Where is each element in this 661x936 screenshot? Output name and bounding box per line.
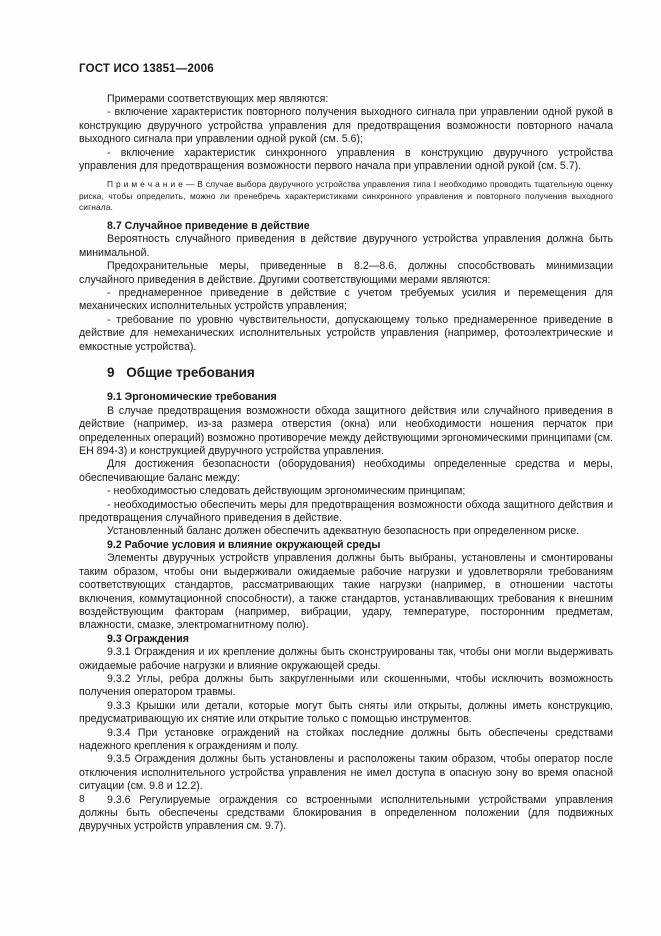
clause-9-3-1: 9.3.1 Ограждения и их крепление должны быть сконструированы так, чтобы они могли выдерживать ожидаемые рабочие нагрузки и влияние окружающей среды. bbox=[79, 646, 613, 672]
subsection-heading-9-2: 9.2 Рабочие условия и влияние окружающей среды bbox=[107, 538, 381, 551]
paragraph: Установленный баланс должен обеспечить адекватную безопасность при определенном риске. bbox=[107, 525, 580, 538]
subsection-heading-9-1: 9.1 Эргономические требования bbox=[107, 391, 277, 404]
list-item: - включение характеристик повторного получения выходного сигнала при управлении одной рукой в конструкцию двуручного устройства управления для предотвращения возможности повторного начала выходного сигнала при управлении одной рукой (см. 5.6); bbox=[79, 106, 613, 146]
paragraph: Для достижения безопасности (оборудования) необходимы определенные средства и меры, обеспечивающие баланс между: bbox=[79, 458, 613, 484]
list-item: - необходимостью следовать действующим эргономическим принципам; bbox=[107, 485, 466, 498]
clause-9-3-3: 9.3.3 Крышки или детали, которые могут быть сняты или открыты, должны иметь конструкцию, предусматривающую их снятие или открытие только с помощью инструментов. bbox=[79, 699, 613, 726]
page-number: 8 bbox=[79, 794, 85, 805]
document-body bbox=[79, 93, 613, 834]
clause-9-3-4: 9.3.4 При установке ограждений на стойках последние должны быть обеспечены средствами надежного крепления к ограждениям и полу. bbox=[79, 726, 613, 752]
section-number: 9 bbox=[107, 365, 115, 380]
clause-9-3-5: 9.3.5 Ограждения должны быть установлены и расположены таким образом, чтобы оператор после отключения исполнительного устройства управления не имел доступа в опасную зону во время опасной ситуации (см. 9.8 и 12.2). bbox=[79, 753, 613, 793]
list-item: - необходимостью обеспечить меры для предотвращения возможности обхода защитного действия и предотвращения случайного приведения в действие. bbox=[79, 498, 613, 525]
list-item: - требование по уровню чувствительности, допускающему только преднамеренное приведение в действие для немеханических исполнительных устройств управления (например, фотоэлектрические и емкостные устройства). bbox=[79, 313, 613, 353]
subsection-heading-9-3: 9.3 Ограждения bbox=[107, 632, 189, 645]
paragraph: В случае предотвращения возможности обхода защитного действия или случайного приведения в действие (например, из-за размера отверстия (окна) или необходимости ношения перчаток при определенных операций) возможно противоречие между действующими эргономическими принципами (см. ЕН 894-3) и конструкцией двуручного устройства управления. bbox=[79, 404, 613, 458]
document-header: ГОСТ ИСО 13851—2006 bbox=[79, 63, 214, 75]
paragraph: Примерами соответствующих мер являются: bbox=[107, 93, 329, 105]
note-paragraph: П р и м е ч а н и е — В случае выбора двуручного устройства управления типа I необходимо проводить тщательную оценку риска, чтобы определить, можно ли пренебречь характеристиками синхронного управления и повторного получения выходного сигнала. bbox=[79, 179, 613, 213]
subsection-heading-8-7: 8.7 Случайное приведение в действие bbox=[107, 219, 310, 232]
section-heading-9 bbox=[79, 366, 613, 379]
clause-9-3-6: 9.3.6 Регулируемые ограждения со встроенными исполнительными устройствами управления должны быть обеспечены средствами блокирования в определенном положении (для подвижных двуручных устройств управления см. 9.7). bbox=[79, 793, 613, 833]
paragraph: Вероятность случайного приведения в действие двуручного устройства управления должна быть минимальной. bbox=[79, 233, 613, 259]
list-item: - включение характеристик синхронного управления в конструкцию двуручного устройства управления для предотвращения возможности первого начала при управлении одной рукой (см. 5.7). bbox=[79, 146, 613, 173]
paragraph: Элементы двуручных устройств управления должны быть выбраны, установлены и смонтированы таким образом, чтобы они выдерживали ожидаемые рабочие нагрузки и удовлетворяли требованиям соответствующих стандартов, рассматривающих такие нагрузки (например, в отношении частоты включения, коммутационной способности), а также стандартов, устанавливающих требования к внешним воздействующим факторам (например, вибрации, удару, температуре, посторонним предметам, влажности, смазке, электромагнитному полю). bbox=[79, 552, 613, 632]
list-item: - преднамеренное приведение в действие с учетом требуемых усилия и перемещения для механических исполнительных устройств управления; bbox=[79, 286, 613, 313]
clause-9-3-2: 9.3.2 Углы, ребра должны быть закругленными или скошенными, чтобы исключить возможность получения оператором травмы. bbox=[79, 672, 613, 699]
section-title: Общие требования bbox=[126, 365, 255, 380]
paragraph: Предохранительные меры, приведенные в 8.2—8.6, должны способствовать минимизации случайного приведения в действие. Другими соответствующими мерами являются: bbox=[79, 260, 613, 286]
